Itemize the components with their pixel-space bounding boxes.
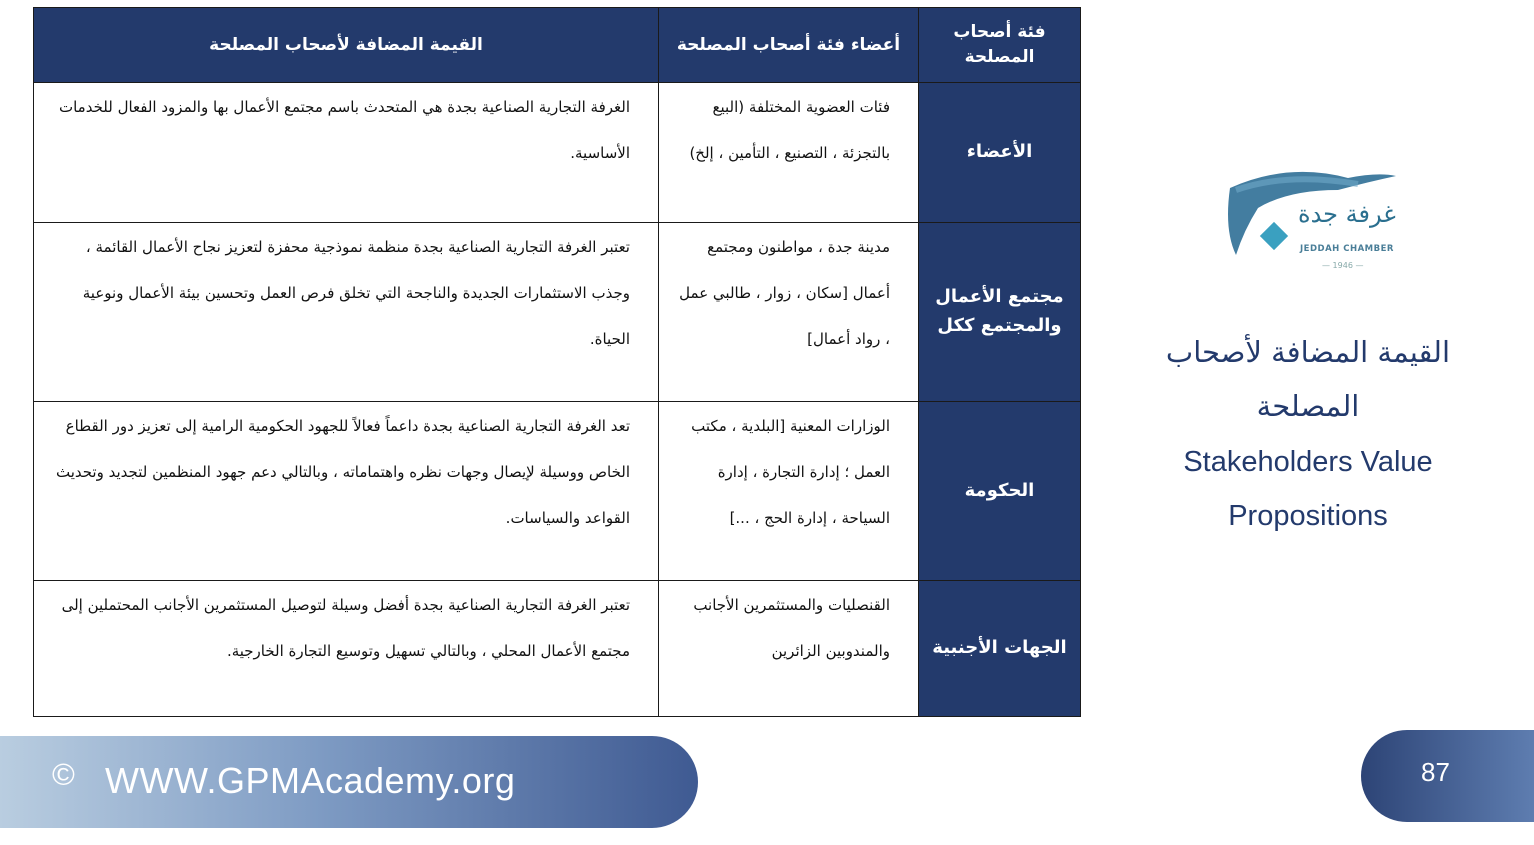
table-row — [34, 581, 1081, 717]
copyright-icon: © — [52, 757, 75, 792]
logo-arabic-text: غرفة جدة — [1298, 200, 1396, 228]
row-category: الحكومة — [919, 402, 1081, 581]
table-row — [34, 223, 1081, 402]
side-title — [1130, 325, 1486, 543]
table-row — [34, 83, 1081, 223]
header-members: أعضاء فئة أصحاب المصلحة — [659, 8, 919, 83]
row-members: مدينة جدة ، مواطنون ومجتمع أعمال [سكان ، زوار ، طالبي عمل ، رواد أعمال] — [659, 223, 919, 402]
row-category: مجتمع الأعمال والمجتمع ككل — [919, 223, 1081, 402]
website-link[interactable]: WWW.GPMAcademy.org — [105, 760, 516, 801]
logo-year: — 1946 — — [1322, 261, 1364, 270]
side-title-english: Stakeholders Value Propositions — [1183, 446, 1433, 532]
table-row — [34, 402, 1081, 581]
row-value: تعتبر الغرفة التجارية الصناعية بجدة أفضل وسيلة لتوصيل المستثمرين الأجانب المحتملين إلى مجتمع الأعمال المحلي ، وبالتالي تسهيل وتوسيع التجارة الخارجية. — [34, 581, 659, 717]
jeddah-chamber-logo — [1218, 160, 1408, 280]
table-header-row — [34, 8, 1081, 83]
page-number: 87 — [1421, 757, 1450, 787]
stakeholders-table — [33, 7, 1081, 717]
header-value: القيمة المضافة لأصحاب المصلحة — [34, 8, 659, 83]
row-members: فئات العضوية المختلفة (البيع بالتجزئة ، التصنيع ، التأمين ، إلخ) — [659, 83, 919, 223]
row-value: الغرفة التجارية الصناعية بجدة هي المتحدث باسم مجتمع الأعمال بها والمزود الفعال للخدمات الأساسية. — [34, 83, 659, 223]
logo-english-text: JEDDAH CHAMBER — [1300, 244, 1394, 254]
row-value: تعتبر الغرفة التجارية الصناعية بجدة منظمة نموذجية محفزة لتعزيز نجاح الأعمال القائمة ، وجذب الاستثمارات الجديدة والناجحة التي تخلق فرص العمل وتحسين بيئة الأعمال ونوعية الحياة. — [34, 223, 659, 402]
row-members: القنصليات والمستثمرين الأجانب والمندوبين الزائرين — [659, 581, 919, 717]
side-title-arabic: القيمة المضافة لأصحاب المصلحة — [1165, 335, 1451, 423]
row-members: الوزارات المعنية [البلدية ، مكتب العمل ؛ إدارة التجارة ، إدارة السياحة ، إدارة الحج ، ...] — [659, 402, 919, 581]
row-category: الأعضاء — [919, 83, 1081, 223]
header-category: فئة أصحاب المصلحة — [919, 8, 1081, 83]
row-value: تعد الغرفة التجارية الصناعية بجدة داعماً فعالاً للجهود الحكومية الرامية إلى تعزيز دور القطاع الخاص ووسيلة لإيصال وجهات نظره واهتماماته ، وبالتالي دعم جهود المنظمين لتجديد وتحديث القواعد والسياسات. — [34, 402, 659, 581]
row-category: الجهات الأجنبية — [919, 581, 1081, 717]
